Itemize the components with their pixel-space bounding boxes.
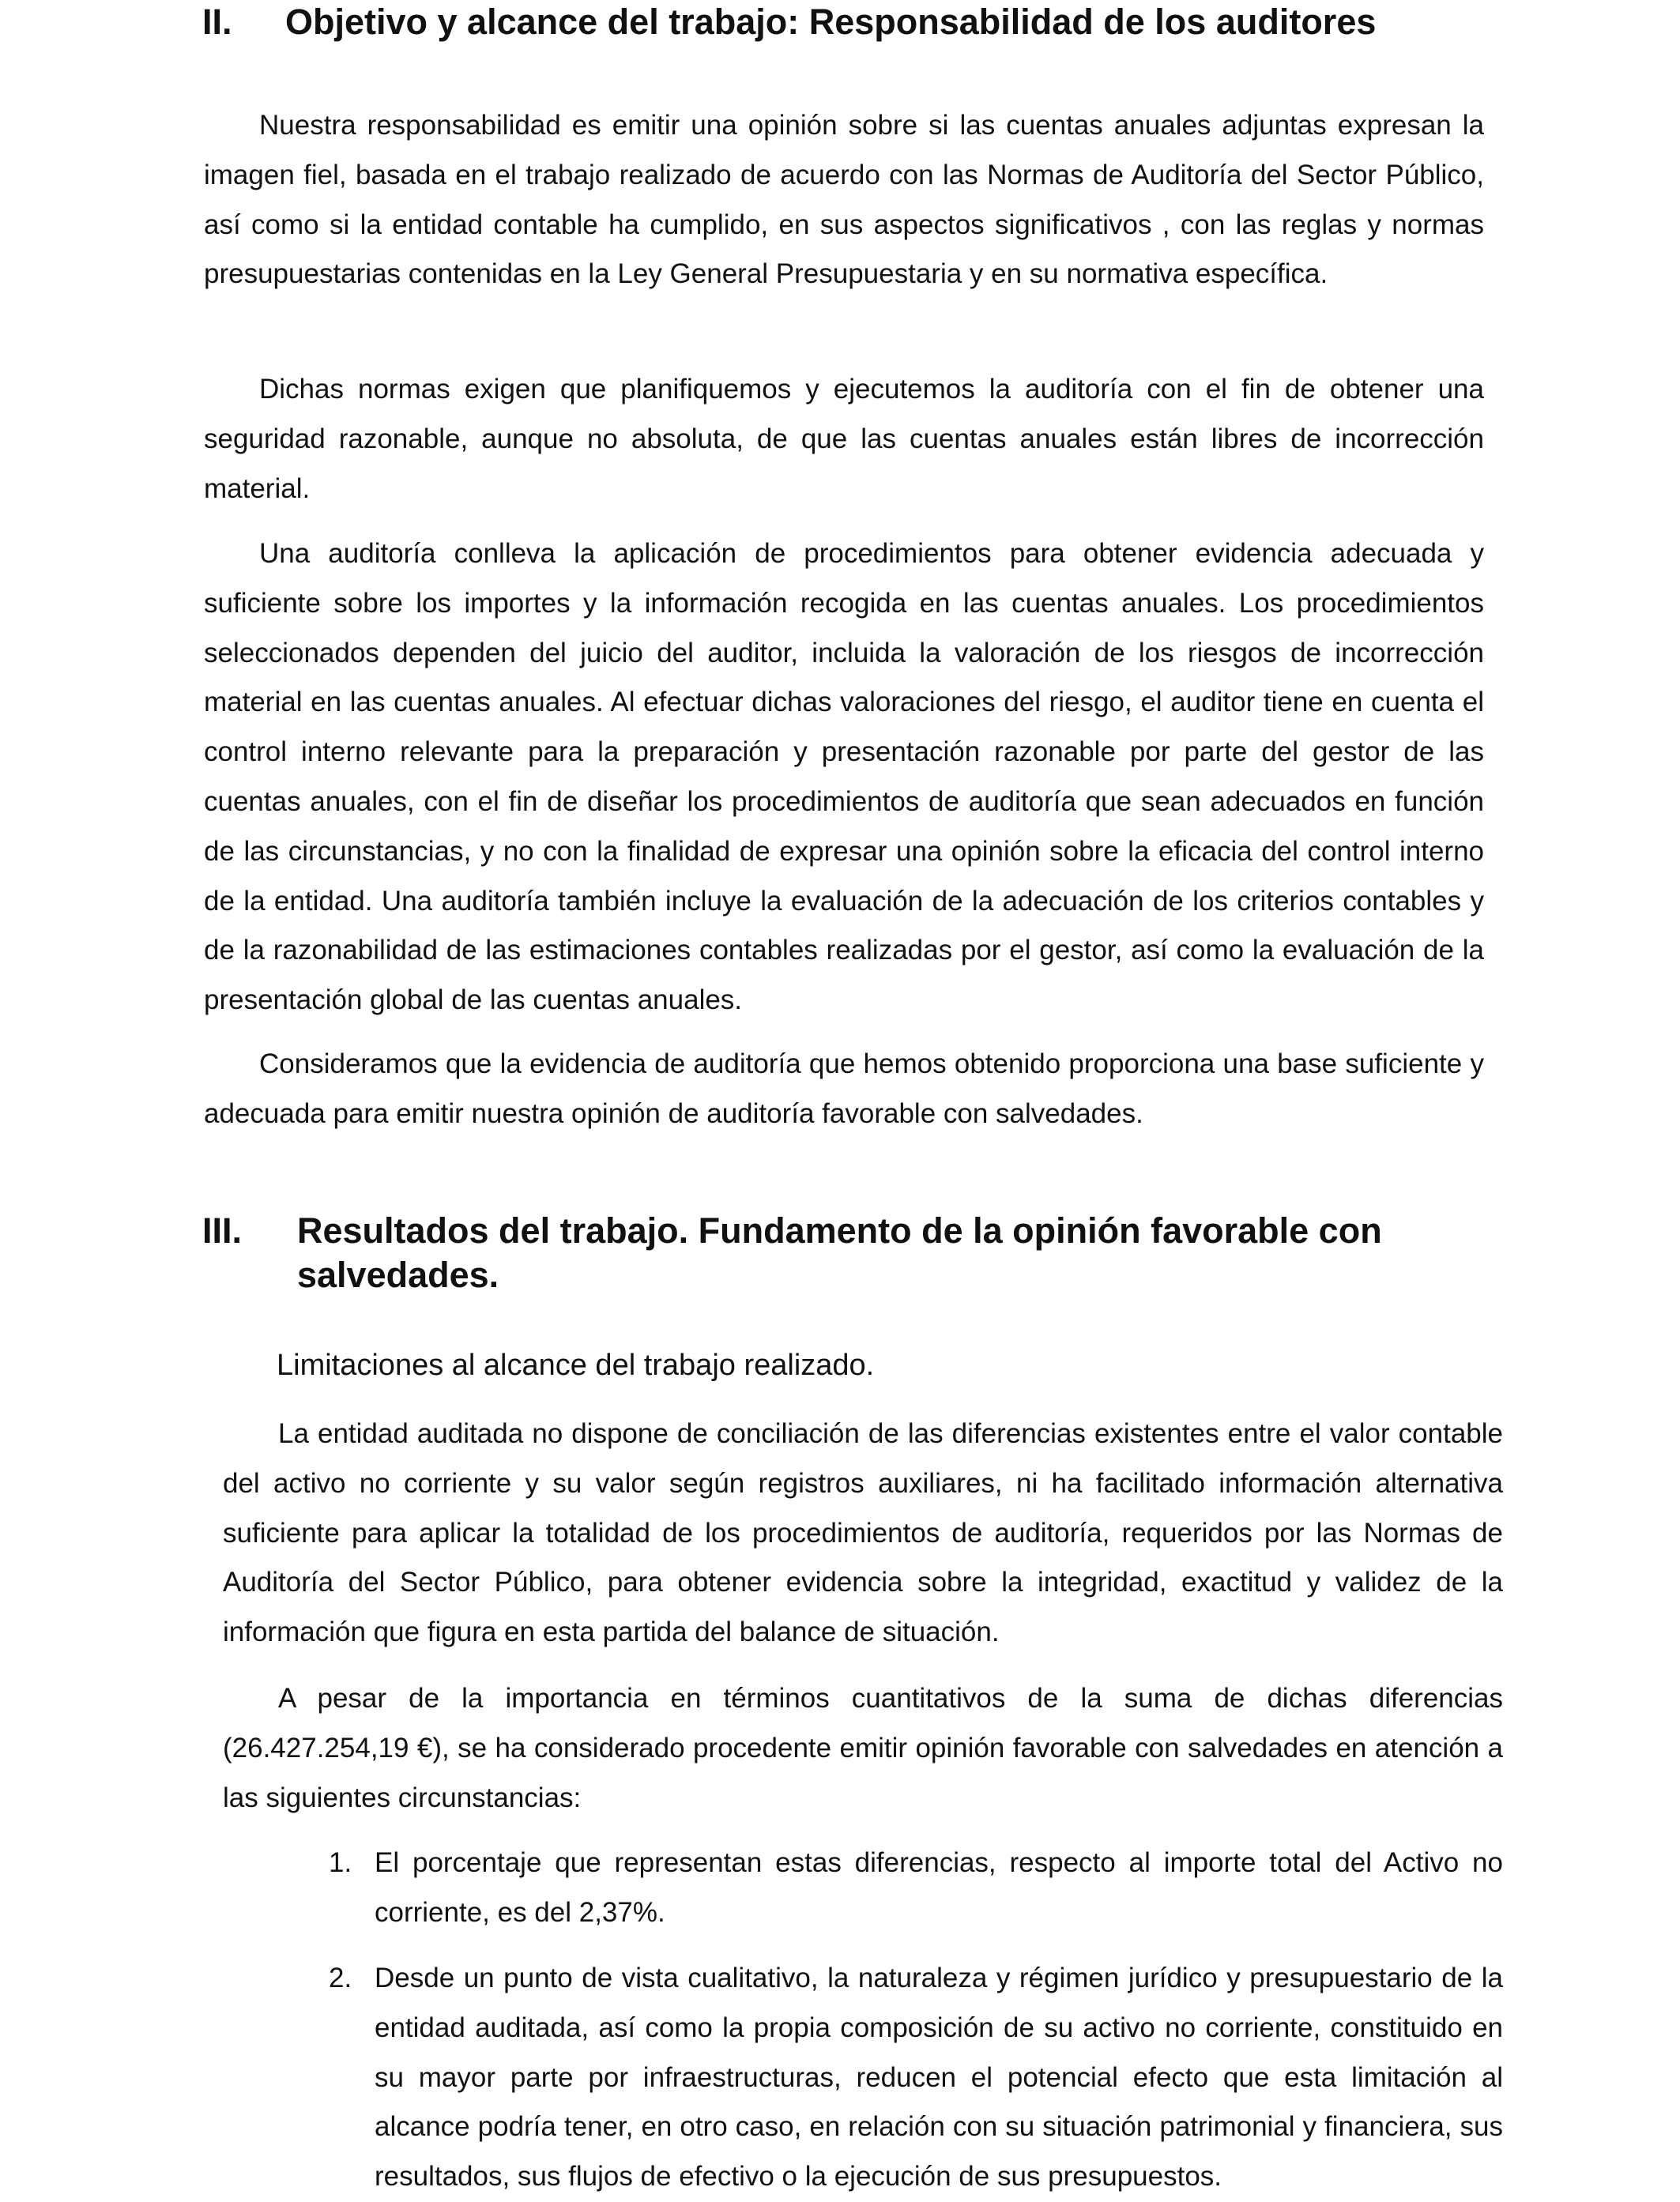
section-3-number: III. [202,1210,243,1251]
list-item-1-marker: 1. [329,1847,352,1878]
list-item-1 [329,1839,1503,1938]
list-item-1-text: El porcentaje que representan estas diferencias, respecto al importe total del Activo no corriente, es del 2,37%. [375,1847,1503,1928]
section-2-paragraph-3: Una auditoría conlleva la aplicación de procedimientos para obtener evidencia adecuada y suficiente sobre los importes y la información recogida en las cuentas anuales. Los procedimientos seleccionados dependen del juicio del auditor, incluida la valoración de los riesgos de incorrección material en las cuentas anuales. Al efectuar dichas valoraciones del riesgo, el auditor tiene en cuenta el control interno relevante para la preparación y presentación razonable por parte del gestor de las cuentas anuales, con el fin de diseñar los procedimientos de auditoría que sean adecuados en función de las circunstancias, y no con la finalidad de expresar una opinión sobre la eficacia del control interno de la entidad. Una auditoría también incluye la evaluación de la adecuación de los criterios contables y de la razonabilidad de las estimaciones contables realizadas por el gestor, así como la evaluación de la presentación global de las cuentas anuales. [204,538,1484,1016]
section-3-title: Resultados del trabajo. Fundamento de la opinión favorable con salvedades. [297,1210,1382,1295]
section-2-paragraph-4: Consideramos que la evidencia de auditoría que hemos obtenido proporciona una base suficiente y adecuada para emitir nuestra opinión de auditoría favorable con salvedades. [204,1048,1484,1129]
section-2-title: Objetivo y alcance del trabajo: Responsabilidad de los auditores [285,2,1377,42]
section-2-paragraph-2: Dichas normas exigen que planifiquemos y ejecutemos la auditoría con el fin de obtener una seguridad razonable, aunque no absoluta, de que las cuentas anuales están libres de incorrección material. [204,374,1484,504]
section-3-paragraph-1: La entidad auditada no dispone de conciliación de las diferencias existentes entre el valor contable del activo no corriente y su valor según registros auxiliares, ni ha facilitado información alternativa suficiente para aplicar la totalidad de los procedimientos de auditoría, requeridos por las Normas de Auditoría del Sector Público, para obtener evidencia sobre la integridad, exactitud y validez de la información que figura en esta partida del balance de situación. [223,1418,1503,1648]
section-2-paragraph-1: Nuestra responsabilidad es emitir una opinión sobre si las cuentas anuales adjuntas expresan la imagen fiel, basada en el trabajo realizado de acuerdo con las Normas de Auditoría del Sector Público, así como si la entidad contable ha cumplido, en sus aspectos significativos , con las reglas y normas presupuestarias contenidas en la Ley General Presupuestaria y en su normativa específica. [204,110,1484,290]
section-3-heading [202,1209,1498,1304]
list-item-2-marker: 2. [329,1963,352,1993]
section-3-subheading: Limitaciones al alcance del trabajo realizado. [277,1349,875,1382]
section-2-number: II. [202,2,232,42]
section-3-paragraph-2: A pesar de la importancia en términos cuantitativos de la suma de dichas diferencias (26.427.254,19 €), se ha considerado procedente emitir opinión favorable con salvedades en atención a las siguientes circunstancias: [223,1683,1503,1813]
list-item-2 [329,1954,1503,2202]
section-2-heading [202,0,1482,47]
list-item-2-text: Desde un punto de vista cualitativo, la naturaleza y régimen jurídico y presupuestario de la entidad auditada, así como la propia composición de su activo no corriente, constituido en su mayor parte por infraestructuras, reducen el potencial efecto que esta limitación al alcance podría tener, en otro caso, en relación con su situación patrimonial y financiera, sus resultados, sus flujos de efectivo o la ejecución de sus presupuestos. [375,1963,1503,2193]
